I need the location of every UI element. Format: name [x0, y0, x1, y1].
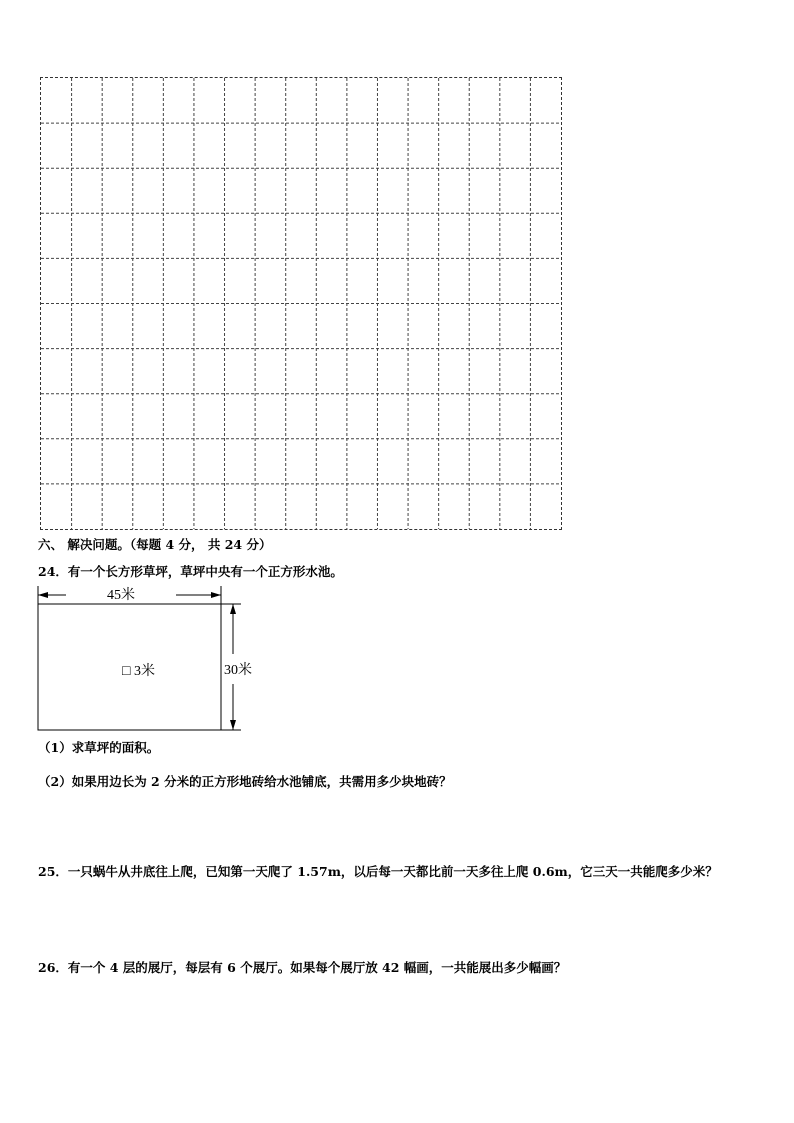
lawn-figure	[36, 584, 256, 734]
lawn-diagram	[36, 584, 256, 734]
section-title: 六、 解决问题。（每题 4 分， 共 24 分）	[38, 537, 272, 552]
height-label: 30米	[224, 663, 252, 678]
width-label: 45米	[107, 588, 135, 603]
question-26: 26．有一个 4 层的展厅，每层有 6 个展厅。如果每个展厅放 42 幅画，一共能展出多少幅画？	[38, 960, 567, 975]
question-24-part-2: （2）如果用边长为 2 分米的正方形地砖给水池铺底，共需用多少块地砖？	[38, 774, 452, 789]
pool-label: □ 3米	[122, 664, 155, 679]
grid-lines	[41, 78, 561, 529]
writing-grid	[40, 77, 562, 530]
question-24: 24．有一个长方形草坪，草坪中央有一个正方形水池。	[38, 564, 343, 579]
question-24-part-1: （1）求草坪的面积。	[38, 740, 160, 755]
question-25: 25．一只蜗牛从井底往上爬，已知第一天爬了 1.57m，以后每一天都比前一天多往上爬 0.6m，它三天一共能爬多少米？	[38, 864, 718, 879]
